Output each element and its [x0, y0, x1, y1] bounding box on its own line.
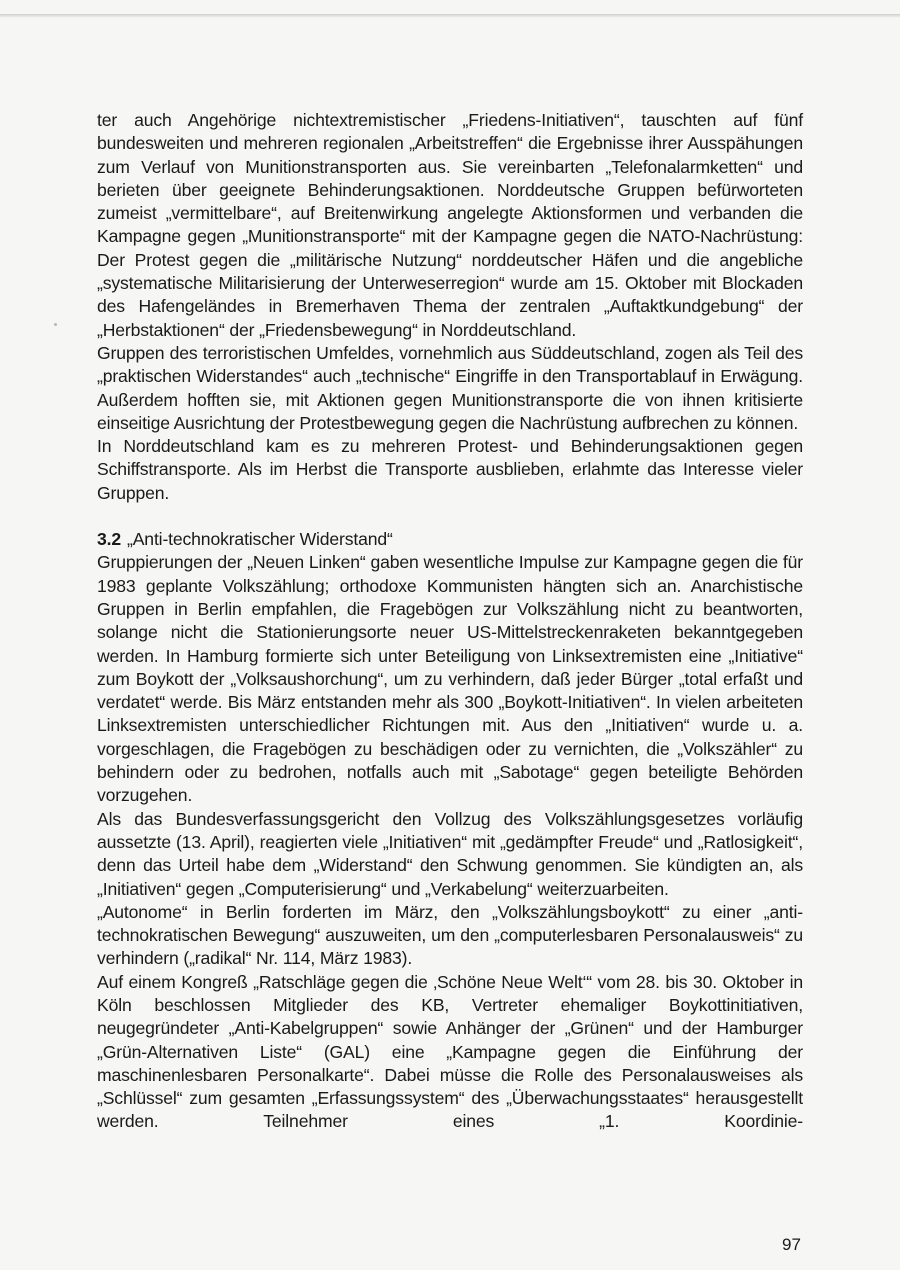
section-number: 3.2 [97, 529, 122, 550]
margin-speck [54, 323, 57, 326]
paragraph-neue-linke: Gruppierungen der „Neuen Linken“ gaben wesentliche Impulse zur Kampagne gegen die für 1983 geplante Volkszählung; orthodoxe Kommunisten hängten sich an. Anarchistische Gruppen in Berlin empfahlen, die Fragebögen zur Volkszählung nicht zu beantworten, solange nicht die Stationierungsorte neuer US-Mittelstreckenraketen bekanntgegeben werden. In Hamburg formierte sich unter Beteiligung von Linksextremisten eine „Initiative“ zum Boykott der „Volksaushorchung“, um zu verhindern, daß jeder Bürger „total erfaßt und verdatet“ werde. Bis März entstanden mehr als 300 „Boykott-Initiativen“. In vielen arbeiteten Linksextremisten unterschiedlicher Richtungen mit. Aus den „Initiativen“ wurde u. a. vorgeschlagen, die Fragebögen zu beschädigen oder zu vernichten, die „Volkszähler“ zu behindern oder zu bedrohen, notfalls auch mit „Sabotage“ gegen beteiligte Behörden vorzugehen. [97, 552, 803, 806]
paragraph-munitionstransporte: ter auch Angehörige nichtextremistischer „Friedens-Initiativen“, tauschten auf fünf bundesweiten und mehreren regionalen „Arbeitstreffen“ die Ergebnisse ihrer Ausspähungen zum Verlauf von Munitionstransporten aus. Sie vereinbarten „Telefonalarmketten“ und berieten über geeignete Behinderungsaktionen. Norddeutsche Gruppen befürworteten zumeist „vermittelbare“, auf Breitenwirkung angelegte Aktionsformen und verbanden die Kampagne gegen „Munitionstransporte“ mit der Kampagne gegen die NATO-Nachrüstung: Der Protest gegen die „militärische Nutzung“ norddeutscher Häfen und die angebliche „systematische Militarisierung der Unterweserregion“ wurde am 15. Oktober mit Blockaden des Hafengeländes in Bremerhaven Thema der zentralen „Auftaktkundgebung“ der „Herbstaktionen“ der „Friedensbewegung“ in Norddeutschland. [97, 110, 803, 340]
section-gap [97, 505, 803, 528]
section-heading [97, 528, 803, 551]
paragraph-terroristisches-umfeld: Gruppen des terroristischen Umfeldes, vornehmlich aus Süddeutschland, zogen als Teil des „praktischen Widerstandes“ auch „technische“ Eingriffe in den Transportablauf in Erwägung. Außerdem hofften sie, mit Aktionen gegen Munitionstransporte die von ihnen kritisierte einseitige Ausrichtung der Protestbewegung gegen die Nachrüstung aufbrechen zu können. [97, 342, 803, 433]
text-column [97, 109, 803, 1134]
paragraph-bundesverfassungsgericht: Als das Bundesverfassungsgericht den Vollzug des Volkszählungsgesetzes vorläufig aussetzte (13. April), reagierten viele „Initiativen“ mit „gedämpfter Freude“ und „Ratlosigkeit“, denn das Urteil habe dem „Widerstand“ den Schwung genommen. Sie kündigten an, als „Initiativen“ gegen „Computerisierung“ und „Verkabelung“ weiterzuarbeiten. [97, 808, 803, 899]
page-number: 97 [782, 1235, 801, 1254]
section-title: „Anti-technokratischer Widerstand“ [127, 529, 393, 550]
scan-top-edge [0, 14, 900, 18]
paragraph-norddeutschland: In Norddeutschland kam es zu mehreren Protest- und Behinderungsaktionen gegen Schiffstransporte. Als im Herbst die Transporte ausblieben, erlahmte das Interesse vieler Gruppen. [97, 436, 803, 503]
paragraph-kongress: Auf einem Kongreß „Ratschläge gegen die ‚Schöne Neue Welt‘“ vom 28. bis 30. Oktober in Köln beschlossen Mitglieder des KB, Vertreter ehemaliger Boykottinitiativen, neugegründeter „Anti-Kabelgruppen“ sowie Anhänger der „Grünen“ und der Hamburger „Grün-Alternativen Liste“ (GAL) eine „Kampagne gegen die Einführung der maschinenlesbaren Personalkarte“. Dabei müsse die Rolle des Personalausweises als „Schlüssel“ zum gesamten „Erfassungssystem“ des „Überwachungsstaates“ herausgestellt werden. Teilnehmer eines „1. Koordinie- [97, 971, 803, 1132]
paragraph-autonome: „Autonome“ in Berlin forderten im März, den „Volkszählungsboykott“ zu einer „anti-technokratischen Bewegung“ auszuweiten, um den „computerlesbaren Personalausweis“ zu verhindern („radikal“ Nr. 114, März 1983). [97, 901, 803, 969]
